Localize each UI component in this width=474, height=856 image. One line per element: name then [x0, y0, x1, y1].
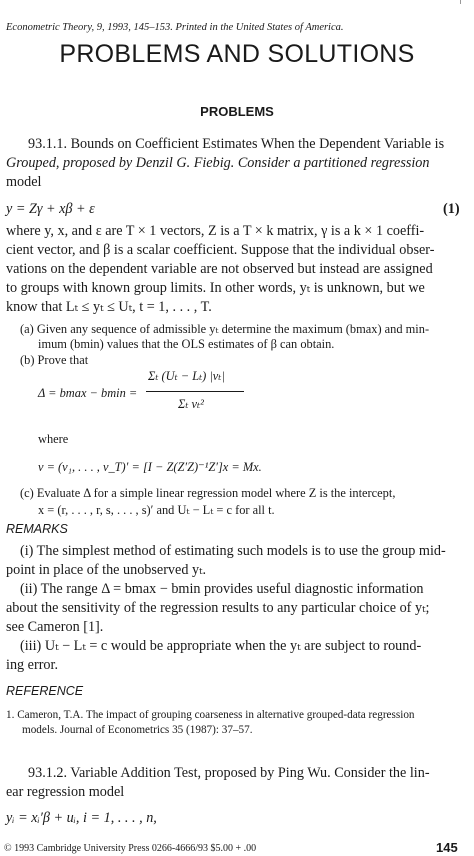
- where-label: where: [38, 432, 69, 446]
- problem1-desc-4: to groups with known group limits. In other words, yₜ is unknown, but we: [6, 280, 425, 296]
- problem1-desc-5: know that Lₜ ≤ yₜ ≤ Uₜ, t = 1, . . . , T.: [6, 299, 212, 315]
- fraction-bar: [146, 391, 244, 392]
- running-head: Econometric Theory, 9, 1993, 145–153. Printed in the United States of America.: [6, 22, 344, 33]
- reference-line-1: 1. Cameron, T.A. The impact of grouping coarseness in alternative grouped-data regression: [6, 709, 415, 721]
- part-a-line-1: (a) Given any sequence of admissible yₜ determine the maximum (bmax) and min-: [20, 322, 430, 336]
- section-heading: PROBLEMS: [200, 104, 274, 119]
- problem2-line-2: ear regression model: [6, 784, 125, 800]
- v-definition: v = (v₁, . . . , v_T)′ = [I − Z(Z′Z)⁻¹Z′]x = Mx.: [38, 460, 262, 474]
- equation-2: yᵢ = xᵢ′β + uᵢ, i = 1, . . . , n,: [6, 810, 157, 826]
- part-c-line-1: (c) Evaluate Δ for a simple linear regression model where Z is the intercept,: [20, 486, 396, 500]
- problem1-line-3: model: [6, 174, 42, 190]
- problem1-desc-3: vations on the dependent variable are not observed but instead are assigned: [6, 261, 433, 277]
- problem1-line-2: Grouped, proposed by Denzil G. Fiebig. Consider a partitioned regression: [6, 155, 430, 171]
- page-number: 145: [436, 840, 458, 855]
- reference-heading: REFERENCE: [6, 684, 84, 698]
- problem1-desc-2: cient vector, and β is a scalar coefficient. Suppose that the individual obser-: [6, 242, 435, 258]
- remark-line-7: ing error.: [6, 657, 59, 673]
- remark-line-5: see Cameron [1].: [6, 619, 104, 635]
- fraction-denominator: Σₜ vₜ²: [178, 397, 204, 411]
- copyright-line: © 1993 Cambridge University Press 0266-4666/93 $5.00 + .00: [4, 843, 257, 854]
- equation-1-number: (1): [443, 201, 460, 217]
- remark-line-3: (ii) The range Δ = bmax − bmin provides useful diagnostic information: [20, 581, 424, 597]
- remark-line-4: about the sensitivity of the regression results to any particular choice of yₜ;: [6, 600, 430, 616]
- remark-line-1: (i) The simplest method of estimating such models is to use the group mid-: [20, 543, 446, 559]
- remarks-heading: REMARKS: [6, 522, 68, 536]
- remark-line-2: point in place of the unobserved yₜ.: [6, 562, 207, 578]
- equation-1: y = Zγ + xβ + ε: [6, 201, 95, 217]
- delta-lhs: Δ = bmax − bmin =: [38, 386, 138, 400]
- scan-artifact: [460, 0, 467, 4]
- remark-line-6: (iii) Uₜ − Lₜ = c would be appropriate when the yₜ are subject to round-: [20, 638, 422, 654]
- fraction-numerator: Σₜ (Uₜ − Lₜ) |vₜ|: [148, 369, 225, 383]
- reference-line-2: models. Journal of Econometrics 35 (1987): 37–57.: [22, 724, 253, 736]
- problem2-line-1: 93.1.2. Variable Addition Test, proposed by Ping Wu. Consider the lin-: [28, 765, 430, 781]
- part-c-line-2: x = (r, . . . , r, s, . . . , s)′ and Uₜ − Lₜ = c for all t.: [38, 503, 275, 517]
- part-b-label: (b) Prove that: [20, 353, 89, 367]
- page-title: PROBLEMS AND SOLUTIONS: [59, 40, 415, 68]
- part-a-line-2: imum (bmin) values that the OLS estimates of β can obtain.: [38, 337, 335, 351]
- problem1-desc-1: where y, x, and ε are T × 1 vectors, Z is a T × k matrix, γ is a k × 1 coeffi-: [6, 223, 425, 239]
- problem1-line-1: 93.1.1. Bounds on Coefficient Estimates When the Dependent Variable is: [28, 136, 445, 152]
